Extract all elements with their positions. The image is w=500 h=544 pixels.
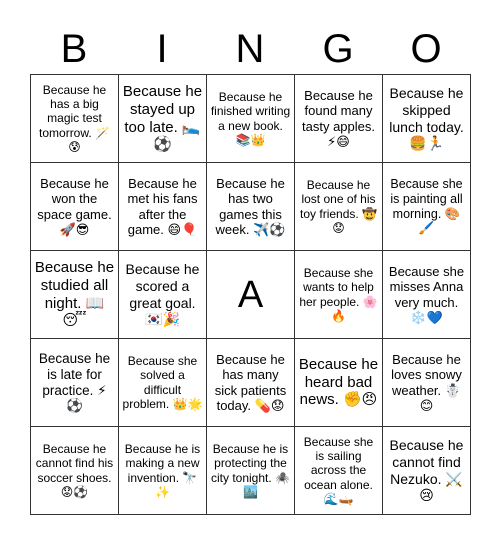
bingo-cell[interactable]	[119, 339, 207, 427]
cell-text: Because he scored a great goal. 🇰🇷🎉	[125, 261, 200, 328]
cell-text: Because she misses Anna very much. ❄️💙	[388, 263, 465, 325]
cell-text: Because he finished writing a new book. 📚👑	[210, 90, 291, 147]
bingo-cell[interactable]	[295, 339, 383, 427]
bingo-cell[interactable]	[31, 427, 119, 515]
free-space-label: A	[237, 273, 264, 316]
header-letter-i: I	[156, 27, 168, 71]
bingo-cell[interactable]	[383, 163, 471, 251]
bingo-cell[interactable]	[119, 251, 207, 339]
bingo-cell[interactable]	[383, 339, 471, 427]
cell-text: Because he loves snowy weather. ☃️😊	[391, 351, 462, 413]
free-space-cell[interactable]	[207, 251, 295, 339]
cell-text: Because she is sailing across the ocean alone. 🌊🛶	[303, 435, 374, 506]
bingo-cell[interactable]	[31, 163, 119, 251]
header-letter-n: N	[235, 27, 265, 71]
cell-text: Because he studied all night. 📖😴	[34, 259, 115, 330]
bingo-cell[interactable]	[31, 75, 119, 163]
header-letter-b: B	[60, 27, 88, 71]
bingo-cell[interactable]	[119, 427, 207, 515]
cell-text: Because she is painting all morning. 🎨🖌️	[390, 177, 463, 236]
bingo-cell[interactable]	[207, 339, 295, 427]
cell-text: Because he has many sick patients today. 💊😟	[214, 351, 287, 413]
bingo-board	[30, 74, 471, 515]
cell-text: Because he lost one of his toy friends. 🤠😟	[300, 178, 377, 235]
bingo-cell[interactable]	[119, 163, 207, 251]
cell-text: Because she wants to help her people. 🌸🔥	[299, 266, 378, 323]
bingo-cell[interactable]	[31, 339, 119, 427]
bingo-cell[interactable]	[207, 427, 295, 515]
cell-text: Because he won the space game. 🚀😎	[37, 175, 112, 237]
cell-text: Because he has a big magic test tomorrow. 🪄😰	[39, 83, 110, 154]
bingo-cell[interactable]	[207, 163, 295, 251]
cell-text: Because he met his fans after the game. 😄🎈	[127, 175, 198, 237]
bingo-cell[interactable]	[295, 251, 383, 339]
cell-text: Because he is late for practice. ⚡⚽	[38, 350, 111, 414]
bingo-cell[interactable]	[31, 251, 119, 339]
header-letter-g: G	[322, 27, 354, 71]
header-letter-o: O	[410, 27, 442, 71]
cell-text: Because he cannot find Nezuko. ⚔️😢	[389, 437, 464, 504]
bingo-cell[interactable]	[119, 75, 207, 163]
bingo-cell[interactable]	[383, 251, 471, 339]
cell-text: Because he heard bad news. ✊😠	[298, 355, 379, 409]
cell-text: Because he stayed up too late. 🛌⚽	[122, 83, 203, 154]
bingo-cell[interactable]	[295, 75, 383, 163]
bingo-header	[30, 24, 470, 74]
cell-text: Because he skipped lunch today. 🍔🏃	[389, 85, 464, 152]
bingo-cell[interactable]	[295, 163, 383, 251]
cell-text: Because he is protecting the city tonight. 🕷️🏙️	[211, 442, 290, 499]
bingo-cell[interactable]	[295, 427, 383, 515]
cell-text: Because she solved a difficult problem. 👑🌟	[122, 354, 203, 411]
cell-text: Because he has two games this week. ✈️⚽	[215, 175, 286, 237]
cell-text: Because he found many tasty apples. ⚡😄	[302, 87, 375, 149]
cell-text: Because he cannot find his soccer shoes. 😟⚽	[35, 442, 114, 499]
cell-text: Because he is making a new invention. 🔭✨	[124, 442, 201, 499]
bingo-cell[interactable]	[383, 427, 471, 515]
bingo-cell[interactable]	[383, 75, 471, 163]
bingo-cell[interactable]	[207, 75, 295, 163]
